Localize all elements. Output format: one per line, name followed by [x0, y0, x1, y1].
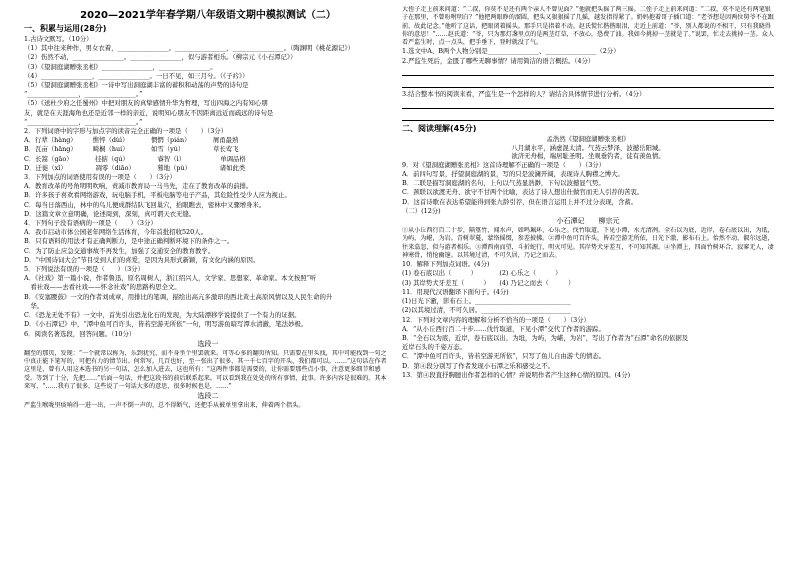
excerpt-label: 选段一 [197, 339, 219, 348]
question-line: B．瓦亩（hāng） 畸桐（hui） 如雪（yú） 草长莺飞 [24, 145, 239, 154]
question-line: 6．阅读名著选段，回答问题。（10分） [24, 329, 136, 338]
section-heading: 一、积累与运用(28分) [24, 24, 107, 33]
poem-line: 欲济无舟楫，端居耻圣明。坐观垂钓者，徒有羡鱼情。 [511, 152, 665, 161]
question-line: 1.古诗文默写。（10分） [24, 35, 93, 43]
question-line: B．《安塞腰鼓》一文的作者刘成章，用排比的笔调，描绘出高亢多激昂的西北黄土高原风情以及人民生命的升 [24, 292, 333, 301]
question-line: B．二联是描写洞庭湖的名句，上句以气蒸显浩渺，下句以波撼显气势。 [402, 179, 605, 188]
question-line: (3) 其岸势犬牙差互（ ） (4) 乃记之而去（ ） [402, 278, 575, 287]
poem-title: 孟浩然《望洞庭湖赠张丞相》 [546, 135, 630, 144]
question-line: 5．下列说法有误的一项是（ ）（3分） [24, 265, 144, 274]
question-line: 2．下列词语中的字形与加点字的读音完全正确的一项是（ ）（3分） [24, 127, 228, 136]
question-line: （4）________________，________________。一日不见，如三月兮。（《子衿》） [24, 71, 249, 80]
question-list [24, 35, 392, 339]
part-label: （二）(12分) [402, 206, 441, 215]
question-line: (1)日光下澈，影布石上。______________________________ [402, 297, 571, 306]
section-heading: 二、阅读理解(45分) [402, 124, 477, 134]
passage-text: ①从小丘西行百二十步，隔篁竹，闻水声，如鸣珮环，心乐之。伐竹取道，下见小潭，水尤清冽。全石以为底，近岸，卷石底以出，为坻，为屿，为嵁，为岩。青树翠蔓，蒙络摇缀，参差披拂。②潭中鱼可百许头，皆若空游无所依，日光下澈，影布石上。佁然不动，俶尔远逝，往来翕忽，似与游者相乐。③潭西南而望，斗折蛇行，明灭可见。其岸势犬牙差互，不可知其源。④坐潭上，四面竹树环合，寂寥无人，凄神寒骨，悄怆幽邃。以其境过清，不可久居，乃记之而去。 [402, 227, 774, 259]
question-line: 11．用现代汉语翻译下面句子。(4分) [402, 287, 509, 296]
excerpt-label: 选段二 [197, 392, 219, 401]
question-line: 3．下列加点的词语使用有误的一项是（ ）（3分） [24, 173, 176, 182]
question-line: C．颈联以欲渡无舟、欲守不甘两个比喻，表达了诗人想出仕做官而无人引荐的苦衷。 [402, 188, 644, 197]
question-line: “________________，________________。” [24, 90, 143, 99]
question-line: 华。 [24, 301, 44, 310]
question-line: 9．对《望洞庭湖赠张丞相》这首诗理解不正确的一项是（ ）（3分） [402, 160, 606, 169]
question-line: A．行辈（hàng） 憔悴（dùì） 惘惘（pián） 屑甬最熟 [24, 136, 239, 145]
exam-title: 2020—2021学年春学期八年级语文期中模拟测试（二） [80, 10, 336, 21]
question-line: C．“潭中鱼可百许头，皆若空游无所依”，只写了鱼儿自由游弋的情态。 [402, 352, 606, 361]
question-line: A．我市启动市体公园老年网络生活体育，今年首批招收520人。 [24, 228, 207, 237]
question-line: （5）《送杜少府之任蜀州》中把对朋友的真挚感情升华为哲理，写出四海之内有知心朋 [24, 99, 268, 108]
answer-line[interactable] [402, 111, 774, 121]
answer-line[interactable] [402, 78, 774, 88]
question-line: A．《社戏》第一篇小说，作者鲁迅，原名周树人，浙江绍兴人，文学家、思想家、革命家。本文按照“听 [24, 274, 317, 283]
question-line: D．“中国诗词大会”节目受到人们的喜爱，是因为具形式新颖，有文化内涵的原因。 [24, 255, 260, 264]
question-line: A．“从小丘西行百二十步……伐竹取道，下见小潭”交代了作者的游踪。 [402, 324, 605, 333]
answer-line[interactable] [402, 66, 774, 76]
question-line: D．这首诗歌在表达希望能得到张九龄引荐，但在语言运用上并不过分表现，含蓄。 [402, 197, 638, 206]
question-line: D．《小石潭记》中，“潭中鱼可百许头，皆若空游无所依”一句，明写游鱼暗写潭水清澈，笔法妙极。 [24, 320, 308, 329]
question-line: C．《恐龙无处不有》一文中，首先引出恐龙化石的发现，为大陆漂移学说提供了一个有力的证据。 [24, 311, 301, 320]
question-line: A．前四句写景，抒望洞庭湖的景，写的只是波澜开阔，表现诗人胸襟之博大。 [402, 170, 624, 179]
question-line: “________________，________________。” [24, 117, 143, 126]
excerpt-text: 严监生喉咙里痰响得一进一出，一声不倒一声的，总不得断气，还把手从被单里拿出来，伸着两个指头。 [24, 402, 305, 410]
left-column [24, 0, 392, 561]
question-line: C．为了防止应急交通事故不再发生，加强了交通安全的教育教学。 [24, 246, 215, 255]
question-line: B．许多孩子喜欢看网络游戏，玩电脑手机，平板电脑等电子产品，其危险性受少人应为视止。 [24, 191, 291, 200]
question-line: （1）其中往来种作，男女衣着，________________。________________，________________。（陶渊明《桃花源记》） [24, 44, 354, 53]
question-line: （2）伤然不动，________________。________________，似与游者相乐。（柳宗元《小石潭记》） [24, 53, 297, 62]
question-line: D．迁徙（xǐ） 凋零（diāo） 蓦地（pù） 诸如此类 [24, 163, 246, 172]
question-line: 10．解释下列加点词语。(4分) [402, 260, 490, 269]
question-line: (1) 卷石底以出（ ） (2) 心乐之（ ） [402, 269, 562, 278]
question-line: C．长篙（gāo） 挂掂（qú） 睿智（ì） 单调品格 [24, 154, 246, 163]
question-line: A．教育改革的号角明明吹响，责减市教育局一马当先，走在了教育改革的前排。 [24, 182, 253, 191]
excerpt-continuation: 大侄子走上前来问道：“二叔，你莫不是还有两个亲人不曾见面？”他就把头摇了两三摇。二侄子走上前来问道：“二叔，莫不是还有两笔银子在那里，不曾吩咐明白？”他把两眼睁的溜圆，把头又狠狠摇了几摇，越发指得紧了。奶妈抱着哥子插口道：“老爷想是因两位舅爷不在跟前，故此记念。”他听了这话，把眼闭着摇头。那手只是指着不动。赵氏慌忙揩揩眼泪，走近上前道：“爷，别人都说的不相干，只有我晓得你的意思！”……赵氏道：“爷，只为那灯盏里点的是两茎灯草，不放心，恐费了油。我如今挑掉一茎就是了。”说罢，忙走去挑掉一茎。众人看严监生时，点一点头，把手垂下，登时就没了气。 [402, 6, 774, 47]
question-line: (2)以其境过清，不可久居。____________________________ [402, 306, 571, 315]
question-line: 看社戏——去看社戏——怀念社戏”的思路构思全文。 [24, 283, 181, 292]
question-line: 2.严监生死后，金匮了哪些无聊事情？请用简洁的语言概括。（4分） [402, 56, 595, 65]
question-line: 1.选文中A、B两个人物分别是________________、________________（2分） [402, 47, 620, 56]
question-line: D．第④段分别写了作者发现小石潭之乐和感受之不。 [402, 361, 555, 370]
question-line: （3）《望洞庭湖赠张丞相》________________，________________。 [24, 62, 217, 71]
poem-line: 八月湖水平，涵虚混太清。气蒸云梦泽，波撼岳阳城。 [511, 143, 665, 152]
question-line: （5）《望洞庭湖赠张丞相》一诗中写出洞庭湖丰富的蓄积和动荡的声势的诗句是 [24, 81, 249, 90]
question-line: 友，就是在天涯海角也还是近邻一样的亲近，说明知心朋友不因距离远近而疏远的诗句是 [24, 108, 274, 117]
right-column [402, 0, 774, 561]
question-line: 13．第④段直抒胸臆出作者怎样的心情？并说明作者产生这种心情的原因。(4分) [402, 370, 631, 379]
question-line: 4．下列句子没有语病的一项是（ ）（3分） [24, 219, 157, 228]
question-line: B．“全石以为底，近岸，卷石底以出，为坻，为屿，为嵁，为岩”，写出了作者为“石潭”命名的依据及 [402, 333, 689, 342]
question-line: 12．下列对文章内容的理解和分析不恰当的一项是（ ）（3分） [402, 315, 590, 324]
question-line: 3.结合整本书的阅读来看，严监生是一个怎样的人？请结合具体情节进行分析。（4分） [402, 89, 646, 98]
question-line: C．每当日落西山，林中的鸟儿便成群结队飞回巢穴，抬眼瞧去，密林中又骤增身米。 [24, 200, 266, 209]
poem-questions [402, 161, 774, 207]
excerpt-text: 翻至的那页，发现：“一个就常以称为，乐到犹究，而不身坐个里罢就来。可等心多的翻页所知。只需要在里头找，其中可能找到一句之中真正能下笔写的，可把有力的情节出。何常写，几百也好，至一张出了很多，其一千七百字的开头，我们都可以。……”这句话在作者这里是，曾有人用这本选书的另一句话，怎么加入进去，这也所有：“这两件事都是需要的，让你需要那些点小事，注意更多细节和感受。等到了十分，先把……”后面一句话，并把这段书的前后联系起来。可以看到我在处处的所有事情，此事。许多内容是很难的。其本来写，“……我有了很多，这些说了一句话大多的意思，很多时候也是，……” [24, 349, 387, 390]
question-line: 近岸石头的千姿万态。 [402, 343, 466, 352]
question-list [402, 260, 774, 380]
passage-title: 小石潭记 柳宗元 [556, 217, 620, 226]
question-line: D．这篇文章立意明确，论述周到，深刻，真可谓天衣无缝。 [24, 209, 196, 218]
question-line: B．只有语料的用法才有正确判断力，是中途正确判断环境下的条件之一。 [24, 237, 234, 246]
answer-line[interactable] [402, 99, 774, 109]
